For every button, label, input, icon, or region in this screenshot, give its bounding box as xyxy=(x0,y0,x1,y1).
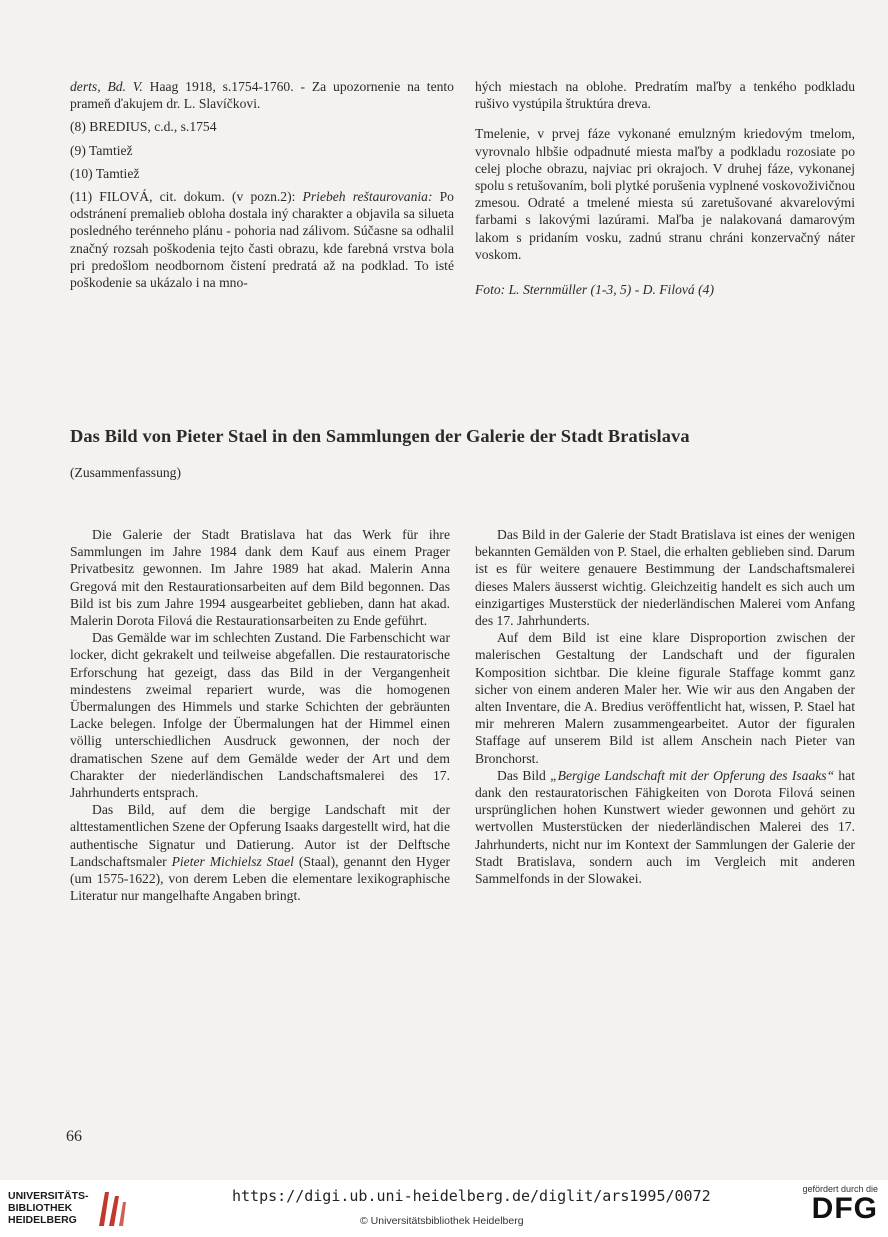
footnote-italic-source: derts, Bd. V. xyxy=(70,79,143,94)
logo-line: BIBLIOTHEK xyxy=(8,1202,73,1214)
footnote-7-continuation xyxy=(70,78,454,112)
footnote-11-tmelenie: Tmelenie, v prvej fáze vykonané emulzným kriedovým tmelom, vyrovnalo hlbšie odpadnuté miesta maľby a podkladu rozosiate po celej ploche obrazu, najviac pri okrajoch. V druhej fáze, vykonanej spolu s retušovaním, boli plytké porušenia vyplnené voskovoživičnou zmesou. Odraté a tmelené miesta sú zaretušované akvarelovými farbami s lakovými lazúrami. Maľba je nalakovaná damarovým lakom s pridaním vosku, zadnú stranu chráni konzervačný náter voskom. xyxy=(475,126,855,262)
summary-paragraph: Auf dem Bild ist eine klare Disproportion zwischen der malerischen Gestaltung der Landschaft und der figuralen Komposition sichtbar. Die kleine figurale Staffage kommt ganz sicher von einem anderen Maler her. Wie wir aus den Angaben der alten Inventare, die A. Bredius veröffentlicht hat, wissen, P. Stael hat mir mehreren Malern zusammengearbeitet. Autor der figuralen Staffage auf unserem Bild ist allem Anschein nach Pieter van Bronchorst. xyxy=(475,630,855,766)
paragraph-text: Das Bild, auf dem die bergige Landschaft mit der alttestamentlichen Szene der Opferung Isaaks dargestellt wird, hat die authentische Signatur und Datierung. Autor ist der Delftsche Landschaftsmaler xyxy=(70,802,450,869)
paragraph-text: (Staal), genannt den Hyger (um 1575-1622), von derem Leben die elementare lexikographische Literatur nur mangelhafte Angaben bringt. xyxy=(70,853,451,904)
summary-column-right xyxy=(475,526,855,887)
summary-paragraph: Das Bild in der Galerie der Stadt Bratislava ist eines der wenigen bekannten Gemälden von P. Stael, die erhalten geblieben sind. Darum ist es für weitere genauere Bestimmung der Landschaftsmalerei dieses Malers äusserst wichtig. Gleichzeitig handelt es sich auch um einzigartiges Musterstück der niederländischen Malerei vom Anfang des 17. Jahrhunderts. xyxy=(475,527,855,629)
section-heading: Das Bild von Pieter Stael in den Sammlungen der Galerie der Stadt Bratislava xyxy=(70,426,690,446)
page-number: 66 xyxy=(66,1128,82,1145)
footnote-11 xyxy=(70,188,454,291)
footnotes-column xyxy=(70,78,454,297)
summary-paragraph xyxy=(70,801,450,904)
painting-title: „Bergige Landschaft mit der Opferung des Isaaks“ xyxy=(550,767,835,783)
footnote-8: (8) BREDIUS, c.d., s.1754 xyxy=(70,119,217,135)
copyright-notice: © Universitätsbibliothek Heidelberg xyxy=(360,1215,524,1227)
logo-line: UNIVERSITÄTS- xyxy=(8,1190,89,1202)
summary-paragraph xyxy=(475,767,855,887)
painter-name: Pieter Michielsz Stael xyxy=(171,853,294,869)
permalink[interactable]: https://digi.ub.uni-heidelberg.de/diglit/ars1995/0072 xyxy=(232,1187,711,1205)
footnote-11-ref: (11) FILOVÁ, cit. dokum. (v pozn.2): xyxy=(70,189,303,205)
footnote-11-italic: Priebeh reštaurovania: xyxy=(302,189,433,205)
library-logo[interactable] xyxy=(8,1188,129,1228)
footnotes-column-right xyxy=(475,78,855,305)
photo-credit: Foto: L. Sternmüller (1-3, 5) - D. Filová (4) xyxy=(475,282,714,298)
footnote-10: (10) Tamtiež xyxy=(70,165,140,181)
dfg-wordmark: DFG xyxy=(811,1192,878,1225)
library-logo-text xyxy=(8,1190,89,1226)
footnote-11-text: Po odstránení premalieb obloha dostala iný charakter a objavila sa silueta posledného terénneho plánu - pohoria nad zálivom. Súčasne sa odhalil značný rozsah poškodenia tejto časti obrazu, kde farebná vrstva bola pri predošlom neodbornom čistení predratá až na podklad. To isté poškodenie sa ukázalo i na mno- xyxy=(70,189,454,291)
logo-line: HEIDELBERG xyxy=(8,1214,77,1226)
summary-paragraph: Das Gemälde war im schlechten Zustand. Die Farbenschicht war locker, dicht gekrakelt und teilweise abgefallen. Die restauratorische Erforschung hat gezeigt, dass das Bild in der Vergangenheit mindestens zweimal repariert wurde, was die homogenen Übermalungen des Himmels und starke Schichten der gebräunten Lacke belegen. Infolge der Übermalungen hat der Himmel einen völlig unterschiedlichen Ausdruck gewonnen, der noch der dramatischen Szene auf dem Gemälde weder der Art und dem Charakter der niederländischen Landschaftsmalerei des 17. Jahrhunderts entsprach. xyxy=(70,630,450,801)
footnote-11-cont: hých miestach na oblohe. Predratím maľby a tenkého podkladu rušivo vystúpila štruktúra dreva. xyxy=(475,79,855,112)
library-seal-icon xyxy=(95,1188,129,1228)
section-subheading: (Zusammenfassung) xyxy=(70,465,181,480)
paragraph-text: Das Bild xyxy=(497,767,551,783)
funding-label: gefördert durch die xyxy=(802,1184,878,1194)
footnote-text: Haag 1918, s.1754-1760. - Za upozornenie na tento prameň ďakujem dr. L. Slavíčkovi. xyxy=(70,79,454,112)
viewer-footer xyxy=(0,1180,888,1237)
summary-column-left xyxy=(70,526,450,904)
paragraph-text: hat dank den restauratorischen Fähigkeiten von Dorota Filová seinen ursprünglichen hohen Kunstwert wieder gewonnen und gehört zu wertvollen Musterstücken der niederländischen Malerei des 17. Jahrhunderts, nicht nur im Kontext der Sammlungen der Galerie der Stadt Bratislava, sondern auch im Vergleich mit anderen Sammelfonds in der Slowakei. xyxy=(475,767,855,887)
summary-paragraph: Die Galerie der Stadt Bratislava hat das Werk für ihre Sammlungen im Jahre 1984 dank dem Kauf aus einem Prager Privatbesitz gewonnen. Im Jahre 1989 hat akad. Malerin Anna Gregová mit den Restaurationsarbeiten auf dem Bild begonnen. Das Bild ist bis zum Jahre 1994 ausgearbeitet geblieben, dann hat akad. Malerin Dorota Filová die Restaurationsarbeiten zu Ende geführt. xyxy=(70,527,450,629)
footnote-9: (9) Tamtiež xyxy=(70,142,133,158)
dfg-logo[interactable] xyxy=(786,1184,878,1224)
